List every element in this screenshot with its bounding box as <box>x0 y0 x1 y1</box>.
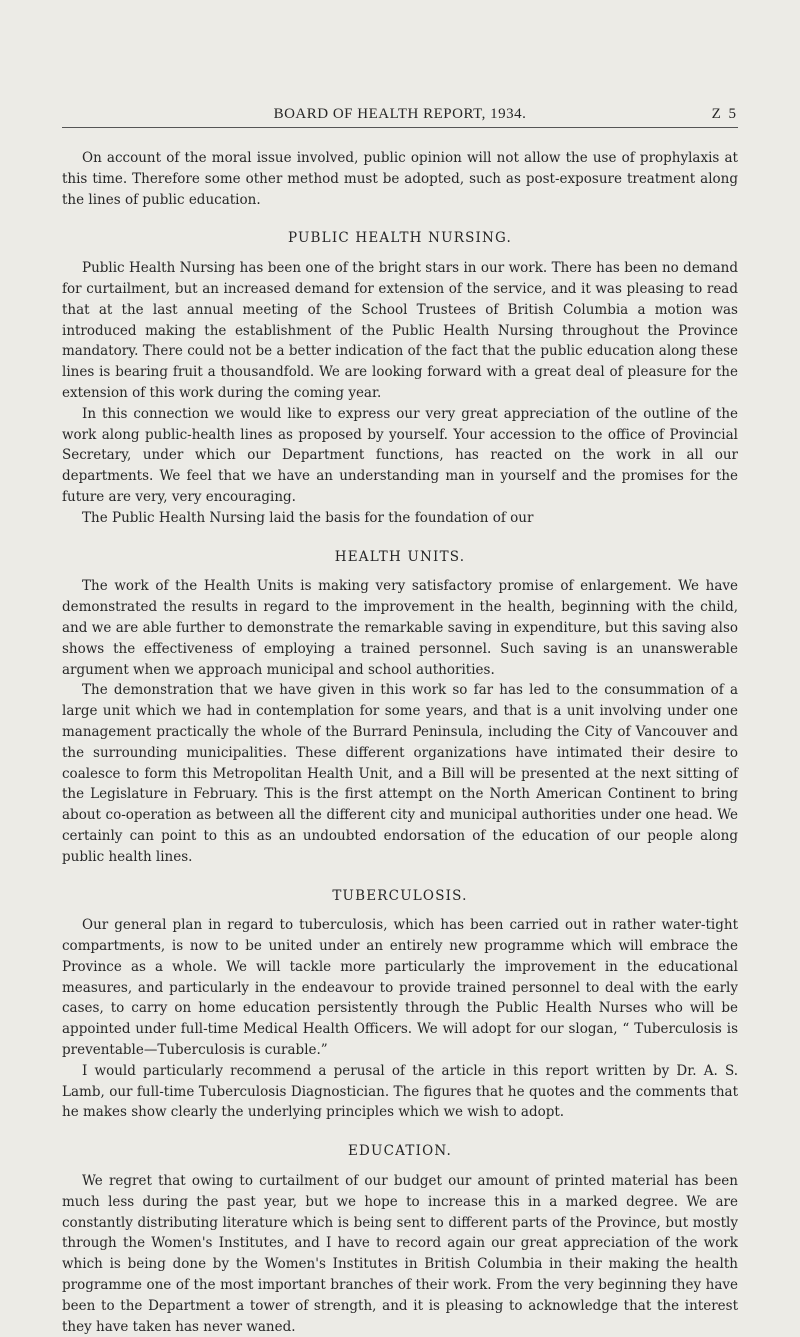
paragraph: The demonstration that we have given in this work so far has led to the consummation of a large unit which we had in contemplation for some years, and that is a unit involving under one management practically the whole of the Burrard Peninsula, including the City of Vancouver and the surrounding municipalities. These different organizations have intimated their desire to coalesce to form this Metropolitan Health Unit, and a Bill will be presented at the next sitting of the Legislature in February. This is the first attempt on the North American Continent to bring about co-operation as between all the different city and municipal authorities under one head. We certainly can point to this as an undoubted endorsation of the education of our people along public health lines. <box>62 682 738 865</box>
section-heading: EDUCATION. <box>347 1143 453 1160</box>
section-education <box>62 1141 738 1337</box>
section-tuberculosis <box>62 886 738 1124</box>
paragraph: The Public Health Nursing laid the basis for the foundation of our <box>82 509 534 526</box>
paragraph: I would particularly recommend a perusal of the article in this report written by Dr. A. S. Lamb, our full-time Tuberculosis Diagnostician. The figures that he quotes and the comments that he makes show clearly the underlying principles which we wish to adopt. <box>62 1062 738 1121</box>
section-heading: HEALTH UNITS. <box>334 548 466 565</box>
section-heading: PUBLIC HEALTH NURSING. <box>287 230 513 247</box>
section-intro <box>62 148 738 210</box>
section-heading: TUBERCULOSIS. <box>332 887 468 904</box>
page-number: Z 5 <box>711 106 738 122</box>
paragraph: In this connection we would like to express our very great appreciation of the outline of the work along public-health lines as proposed by yourself. Your accession to the office of Provincial Secretary, under which our Department functions, has reacted on the work in all our departments. We feel that we have an understanding man in yourself and the promises for the future are very, very encouraging. <box>62 405 738 505</box>
paragraph: Our general plan in regard to tuberculosis, which has been carried out in rather water-tight compartments, is now to be united under an entirely new programme which will embrace the Province as a whole. We will tackle more particularly the improvement in the educational measures, and particularly in the endeavour to provide trained personnel to deal with the early cases, to carry on home education persistently through the Public Health Nurses who will be appointed under full-time Medical Health Officers. We will adopt for our slogan, “ Tuberculosis is preventable—Tuberculosis is curable.” <box>62 917 738 1059</box>
paragraph: The work of the Health Units is making very satisfactory promise of enlargement. We have demonstrated the results in regard to the improvement in the health, beginning with the child, and we are able further to demonstrate the remarkable saving in expenditure, but this saving also shows the effectiveness of employing a trained personnel. Such saving is an unanswerable argument when we approach municipal and school authorities. <box>62 578 738 678</box>
header-rule <box>62 127 738 128</box>
paragraph: On account of the moral issue involved, public opinion will not allow the use of prophylaxis at this time. Therefore some other method must be adopted, such as post-exposure treatment along the lines of public education. <box>62 150 738 208</box>
document-body <box>62 148 738 1337</box>
header-title: BOARD OF HEALTH REPORT, 1934. <box>273 106 527 122</box>
section-health-units <box>62 547 738 868</box>
paragraph: Public Health Nursing has been one of the bright stars in our work. There has been no demand for curtailment, but an increased demand for extension of the service, and it was pleasing to read that at the last annual meeting of the School Trustees of British Columbia a motion was introduced making the establishment of the Public Health Nursing throughout the Province mandatory. There could not be a better indication of the fact that the public education along these lines is bearing fruit a thousandfold. We are looking forward with a great deal of pleasure for the extension of this work during the coming year. <box>62 260 738 401</box>
paragraph: We regret that owing to curtailment of our budget our amount of printed material has been much less during the past year, but we hope to increase this in a marked degree. We are constantly distributing literature which is being sent to different parts of the Province, but mostly through the Women's Institutes, and I have to record again our great appreciation of the work which is being done by the Women's Institutes in British Columbia in their making the health programme one of the most important branches of their work. From the very beginning they have been to the Department a tower of strength, and it is pleasing to acknowledge that the interest they have taken has never waned. <box>62 1173 738 1335</box>
section-public-health-nursing <box>62 228 738 528</box>
